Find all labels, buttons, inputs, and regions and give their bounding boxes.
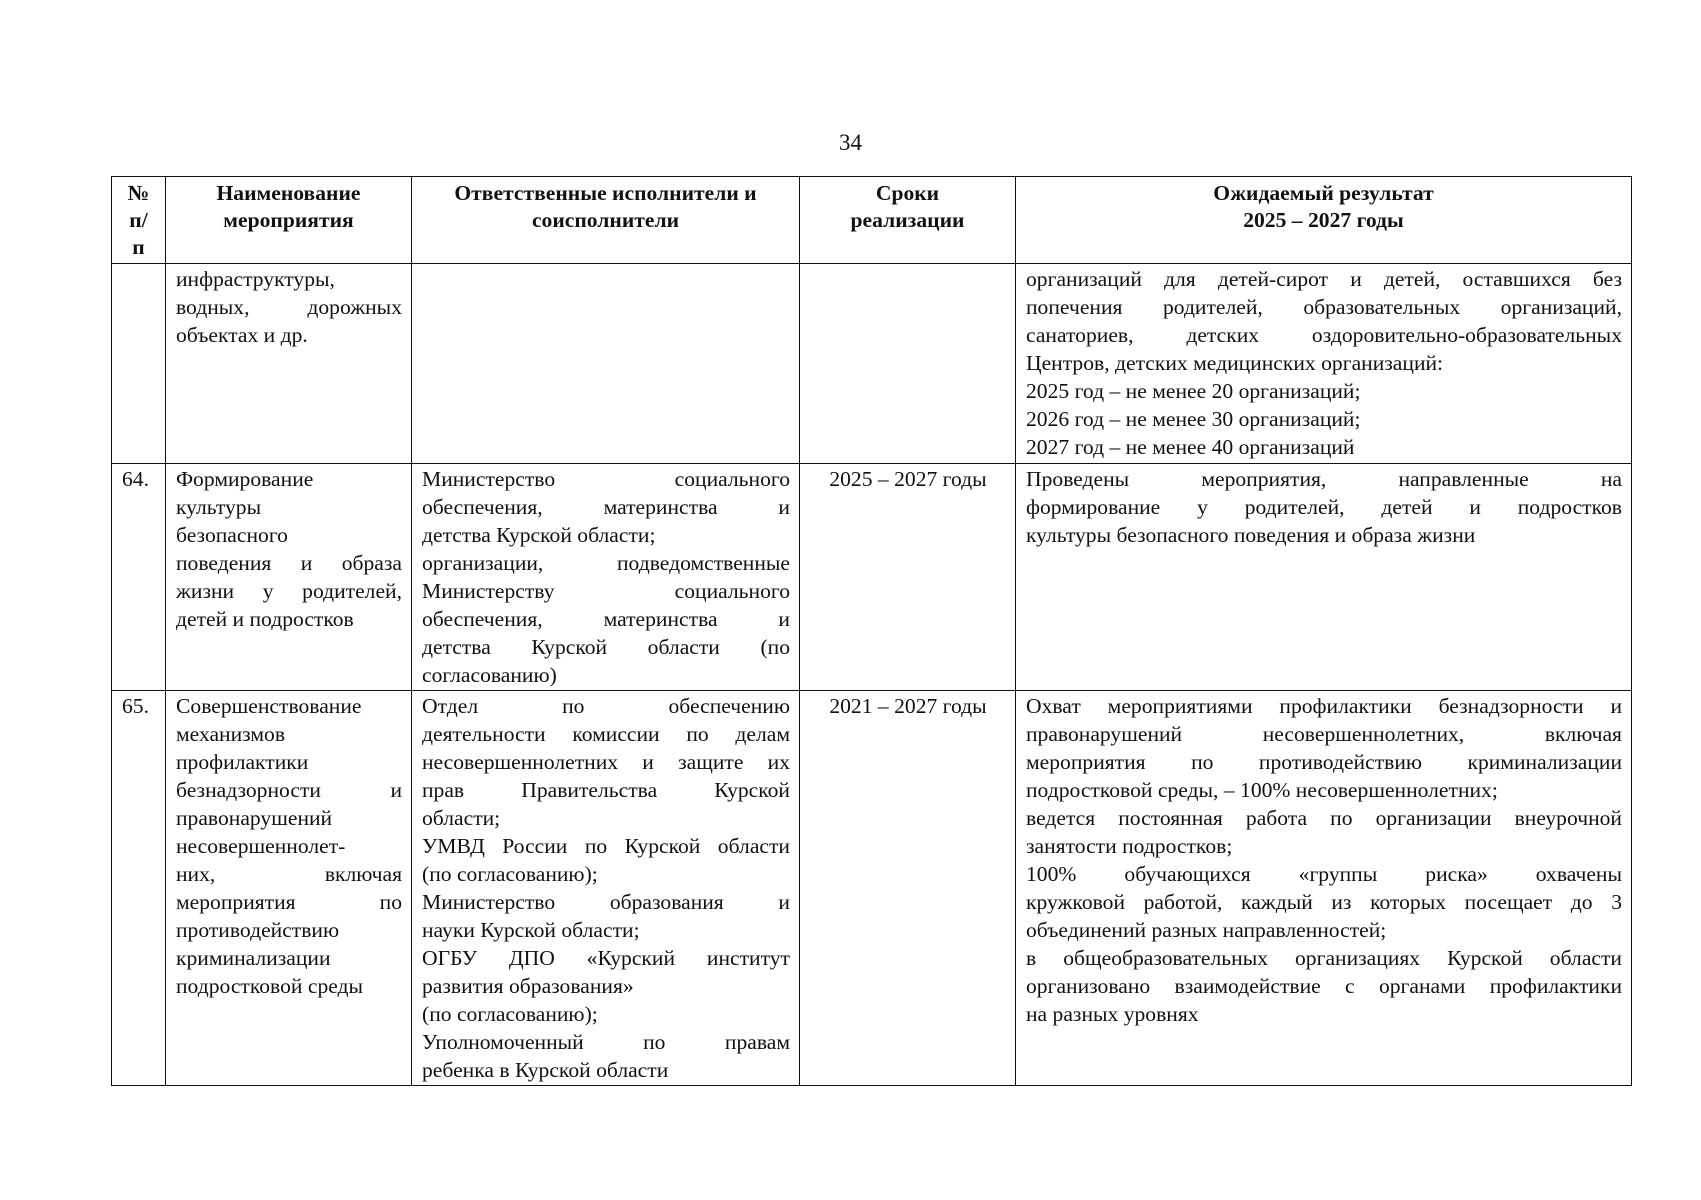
cell-line: Центров, детских медицинских организаций:: [1026, 351, 1444, 375]
cell-line: организовано взаимодействие с органами профилактики: [1026, 974, 1622, 998]
cell-line: профилактики: [176, 750, 309, 774]
cell-line: противодействию: [176, 918, 340, 942]
cell-line: (по согласованию);: [422, 862, 598, 886]
header-result-line: Ожидаемый результат: [1213, 181, 1434, 205]
header-terms-line: Сроки: [875, 181, 940, 205]
cell-line: Проведены мероприятия, направленные на: [1026, 467, 1622, 491]
cell-line: Министерству социального: [422, 579, 790, 603]
cell-line: Отдел по обеспечению: [422, 694, 790, 718]
cell-line: 2026 год – не менее 30 организаций;: [1026, 407, 1361, 431]
cell-line: занятости подростков;: [1026, 834, 1233, 858]
row-terms-cell: 2025 – 2027 годы: [800, 464, 1016, 691]
table-row: [112, 264, 1632, 464]
cell-line: Совершенствование: [176, 694, 362, 718]
cell-line: ОГБУ ДПО «Курский институт: [422, 946, 790, 970]
cell-line: Министерство образования и: [422, 890, 790, 914]
cell-line: ведется постоянная работа по организации внеурочной: [1026, 806, 1622, 830]
row-executors-cell: [412, 264, 800, 464]
cell-line: обеспечения, материнства и: [422, 607, 790, 631]
row-name-cell: [166, 464, 412, 691]
cell-line: детства Курской области;: [422, 523, 656, 547]
cell-line: Министерство социального: [422, 467, 790, 491]
header-name-line: Наименование: [216, 181, 361, 205]
cell-line: области;: [422, 806, 501, 830]
cell-line: криминализации: [176, 946, 331, 970]
row-num-cell: 65.: [112, 691, 166, 1086]
cell-line: 2027 год – не менее 40 организаций: [1026, 435, 1355, 459]
cell-line: мероприятия по: [176, 890, 402, 914]
cell-line: кружковой работой, каждый из которых посещает до 3: [1026, 890, 1622, 914]
cell-line: Уполномоченный по правам: [422, 1030, 790, 1054]
cell-line: (по согласованию);: [422, 1002, 598, 1026]
page-number: 34: [839, 130, 862, 155]
cell-line: детей и подростков: [176, 607, 354, 631]
cell-line: них, включая: [176, 862, 402, 886]
cell-line: Охват мероприятиями профилактики безнадзорности и: [1026, 694, 1622, 718]
cell-line: объединений разных направленностей;: [1026, 918, 1387, 942]
cell-line: науки Курской области;: [422, 918, 640, 942]
header-name-line: мероприятия: [223, 208, 354, 232]
cell-line: жизни у родителей,: [176, 579, 402, 603]
cell-line: УМВД России по Курской области: [422, 834, 790, 858]
cell-line: инфраструктуры,: [176, 267, 335, 291]
cell-line: культуры: [176, 495, 262, 519]
cell-line: несовершеннолетних и защите их: [422, 750, 790, 774]
cell-line: развития образования»: [422, 974, 634, 998]
cell-line: водных, дорожных: [176, 295, 402, 319]
header-num-line: №: [127, 181, 150, 205]
cell-line: 2025 год – не менее 20 организаций;: [1026, 379, 1361, 403]
cell-line: правонарушений несовершеннолетних, включая: [1026, 722, 1622, 746]
row-result-cell: [1016, 464, 1632, 691]
cell-line: детства Курской области (по: [422, 635, 790, 659]
row-executors-cell: [412, 464, 800, 691]
cell-line: механизмов: [176, 722, 286, 746]
cell-line: ребенка в Курской области: [422, 1058, 669, 1082]
cell-line: объектах и др.: [176, 323, 308, 347]
row-name-cell: [166, 264, 412, 464]
row-result-cell: [1016, 264, 1632, 464]
header-name: [166, 177, 412, 264]
row-num-cell: 64.: [112, 464, 166, 691]
cell-line: организаций для детей-сирот и детей, оставшихся без: [1026, 267, 1622, 291]
cell-line: деятельности комиссии по делам: [422, 722, 790, 746]
header-result-line: 2025 – 2027 годы: [1243, 208, 1404, 232]
header-result: [1016, 177, 1632, 264]
cell-line: мероприятия по противодействию криминализации: [1026, 750, 1622, 774]
cell-line: подростковой среды: [176, 974, 364, 998]
header-executors: [412, 177, 800, 264]
table-header-row: [112, 177, 1632, 264]
cell-line: Формирование: [176, 467, 314, 491]
cell-line: несовершеннолет-: [176, 834, 346, 858]
header-num-line: п: [132, 235, 145, 259]
header-num: [112, 177, 166, 264]
cell-line: обеспечения, материнства и: [422, 495, 790, 519]
cell-line: подростковой среды, – 100% несовершеннолетних;: [1026, 778, 1498, 802]
cell-line: правонарушений: [176, 806, 333, 830]
cell-line: формирование у родителей, детей и подростков: [1026, 495, 1622, 519]
row-name-cell: [166, 691, 412, 1086]
cell-line: 100% обучающихся «группы риска» охвачены: [1026, 862, 1622, 886]
cell-line: на разных уровнях: [1026, 1002, 1199, 1026]
row-terms-cell: 2021 – 2027 годы: [800, 691, 1016, 1086]
cell-line: попечения родителей, образовательных организаций,: [1026, 295, 1622, 319]
cell-line: прав Правительства Курской: [422, 778, 790, 802]
header-executors-line: соисполнители: [531, 208, 680, 232]
header-terms: [800, 177, 1016, 264]
cell-line: организации, подведомственные: [422, 551, 790, 575]
cell-line: согласованию): [422, 663, 557, 687]
cell-line: безнадзорности и: [176, 778, 402, 802]
table-row: [112, 691, 1632, 1086]
cell-line: поведения и образа: [176, 551, 402, 575]
cell-line: культуры безопасного поведения и образа жизни: [1026, 523, 1476, 547]
row-result-cell: [1016, 691, 1632, 1086]
table-row: [112, 464, 1632, 691]
cell-line: санаториев, детских оздоровительно-образовательных: [1026, 323, 1622, 347]
cell-line: в общеобразовательных организациях Курской области: [1026, 946, 1622, 970]
header-executors-line: Ответственные исполнители и: [454, 181, 757, 205]
header-terms-line: реализации: [850, 208, 965, 232]
row-terms-cell: [800, 264, 1016, 464]
cell-line: безопасного: [176, 523, 288, 547]
measures-table: [111, 176, 1632, 1086]
row-executors-cell: [412, 691, 800, 1086]
row-num-cell: [112, 264, 166, 464]
header-num-line: п/: [129, 208, 148, 232]
